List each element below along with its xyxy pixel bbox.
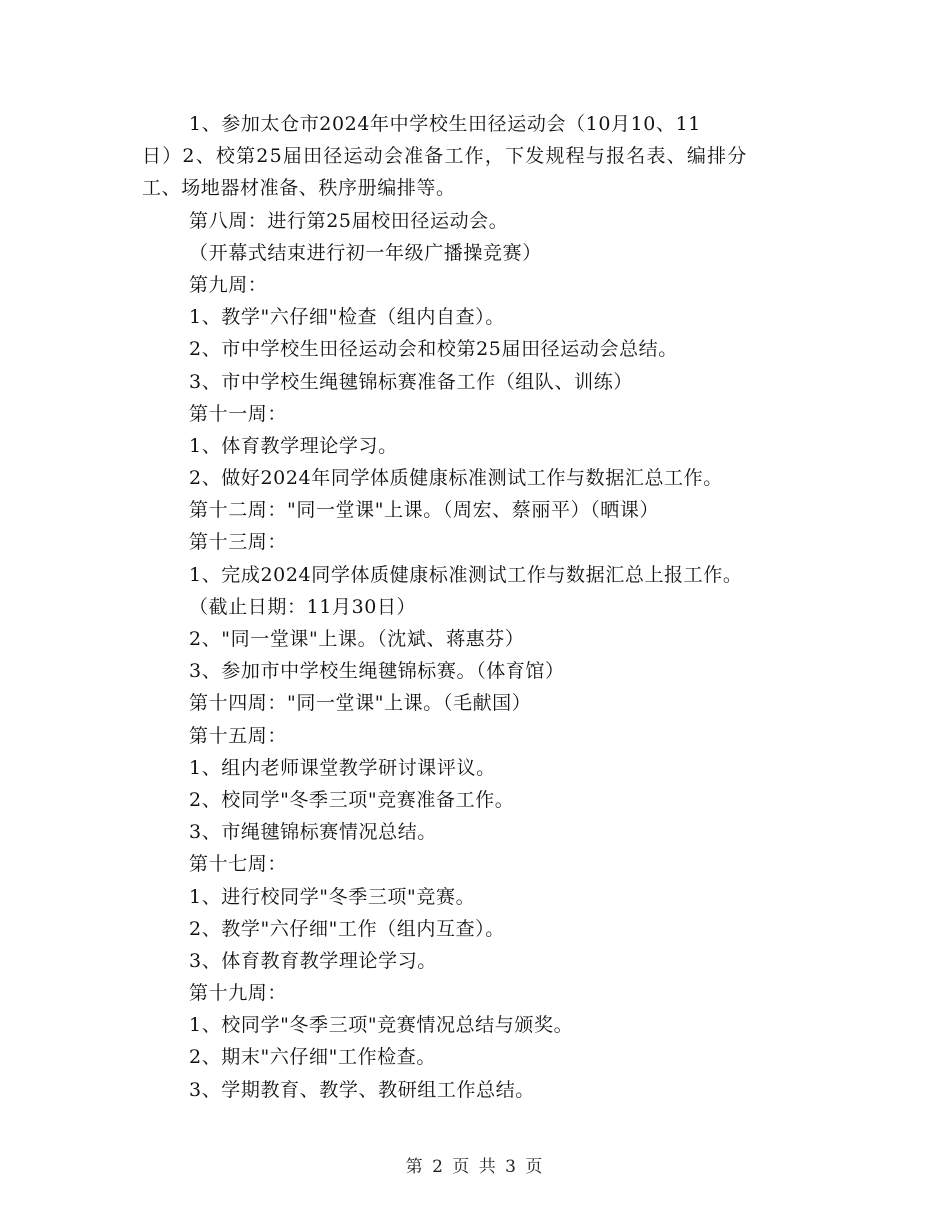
text-line: 2、市中学校生田径运动会和校第25届田径运动会总结。 xyxy=(189,338,678,361)
text-line: 工、场地器材准备、秩序册编排等。 xyxy=(142,177,456,200)
text-line: 2、"同一堂课"上课。（沈斌、蒋惠芬） xyxy=(189,628,525,650)
text-line: 第十四周："同一堂课"上课。（毛献国） xyxy=(189,692,532,715)
text-line: 第十一周： xyxy=(189,402,288,425)
text-line: 1、完成2024同学体质健康标准测试工作与数据汇总上报工作。 xyxy=(189,563,743,586)
text-line: 第十五周： xyxy=(189,724,288,747)
text-line: 3、参加市中学校生绳毽锦标赛。（体育馆） xyxy=(189,660,565,683)
text-line: 第十七周： xyxy=(189,853,288,876)
document-body xyxy=(142,108,802,1106)
text-line: 3、市绳毽锦标赛情况总结。 xyxy=(189,821,437,844)
text-line: 日）2、校第25届田径运动会准备工作，下发规程与报名表、编排分 xyxy=(142,145,748,168)
text-line: 1、组内老师课堂教学研讨课评议。 xyxy=(189,756,496,779)
text-line: 1、校同学"冬季三项"竞赛情况总结与颁奖。 xyxy=(189,1014,574,1037)
text-line: 1、体育教学理论学习。 xyxy=(189,434,398,457)
text-line: （截止日期：11月30日） xyxy=(189,595,417,618)
text-line: 2、期末"六仔细"工作检查。 xyxy=(189,1046,436,1069)
text-line: 第十三周： xyxy=(189,531,288,554)
text-line: （开幕式结束进行初一年级广播操竞赛） xyxy=(189,241,542,264)
page-number-footer: 第 2 页 共 3 页 xyxy=(405,1157,545,1177)
text-line: 2、做好2024年同学体质健康标准测试工作与数据汇总工作。 xyxy=(189,467,723,490)
text-line: 2、校同学"冬季三项"竞赛准备工作。 xyxy=(189,788,515,811)
text-line: 2、教学"六仔细"工作（组内互查）。 xyxy=(189,917,505,940)
text-line: 1、进行校同学"冬季三项"竞赛。 xyxy=(189,885,476,908)
text-line: 1、参加太仓市2024年中学校生田径运动会（10月10、11 xyxy=(189,113,701,135)
text-line: 第十二周："同一堂课"上课。（周宏、蔡丽平）（晒课） xyxy=(189,499,660,522)
text-line: 3、市中学校生绳毽锦标赛准备工作（组队、训练） xyxy=(189,370,633,393)
text-line: 第十九周： xyxy=(189,982,288,1005)
text-line: 3、体育教育教学理论学习。 xyxy=(189,949,437,972)
text-line: 第八周：进行第25届校田径运动会。 xyxy=(189,209,509,232)
text-line: 3、学期教育、教学、教研组工作总结。 xyxy=(189,1078,535,1101)
text-line: 1、教学"六仔细"检查（组内自查）。 xyxy=(189,306,505,329)
text-line: 第九周： xyxy=(189,273,268,296)
